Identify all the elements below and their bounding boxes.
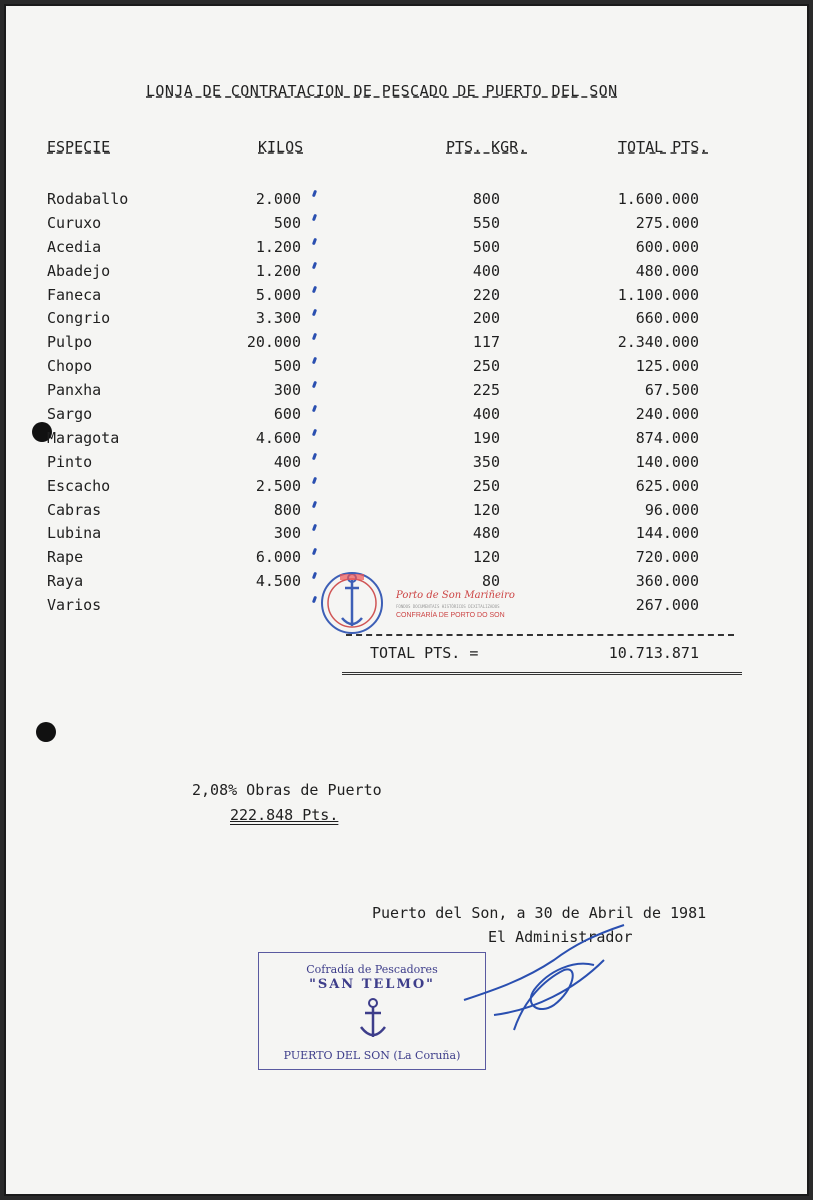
stamp-line-2: "SAN TELMO" (309, 977, 435, 992)
table-row (6, 405, 807, 429)
cell-especie: Varios (47, 596, 102, 615)
cell-pts-kgr: 80 (481, 572, 500, 591)
check-mark-icon (312, 190, 317, 198)
cell-total: 480.000 (635, 261, 699, 280)
check-mark-icon (312, 476, 317, 484)
table-row (6, 333, 807, 357)
cell-total: 1.100.000 (617, 285, 699, 304)
check-mark-icon (312, 381, 317, 389)
cofradia-stamp (258, 952, 486, 1070)
cell-kilos: 500 (273, 357, 301, 376)
cell-especie: Lubina (47, 524, 102, 543)
check-mark-icon (312, 429, 317, 437)
cell-kilos: 600 (273, 405, 301, 424)
obras-amount: 222.848 Pts. (230, 806, 339, 824)
total-value: 10.713.871 (608, 644, 699, 662)
table-row (6, 238, 807, 262)
cell-total: 125.000 (635, 357, 699, 376)
cell-pts-kgr: 200 (472, 309, 500, 328)
cell-kilos: 2.000 (255, 190, 301, 208)
cell-kilos: 6.000 (255, 548, 301, 567)
cell-kilos: 20.000 (246, 333, 301, 352)
cell-total: 267.000 (635, 596, 699, 615)
header-total-pts: TOTAL PTS. (618, 138, 709, 156)
cell-especie: Congrio (47, 309, 111, 328)
cell-pts-kgr: 117 (472, 333, 500, 352)
cell-total: 600.000 (635, 237, 699, 256)
cell-pts-kgr: 220 (472, 285, 500, 304)
header-kilos: KILOS (258, 138, 304, 156)
check-mark-icon (312, 285, 317, 293)
sum-rule (346, 634, 734, 636)
watermark-tagline: FONDOS DOCUMENTAIS HISTÓRICOS DIXITALIZADOS (396, 604, 500, 609)
cell-pts-kgr: 120 (472, 548, 500, 567)
table-row (6, 214, 807, 238)
header-pts-kgr: PTS. KGR. (446, 138, 528, 156)
check-mark-icon (312, 500, 317, 508)
cell-pts-kgr: 250 (472, 357, 500, 376)
table-row (6, 429, 807, 453)
table-row (6, 190, 807, 214)
cell-total: 874.000 (635, 428, 699, 447)
table-row (6, 262, 807, 286)
total-label: TOTAL PTS. = (370, 644, 479, 662)
cell-kilos: 400 (273, 452, 301, 471)
cell-pts-kgr: 250 (472, 476, 500, 495)
punch-hole (36, 722, 56, 742)
signer-title: El Administrador (488, 928, 633, 946)
cell-especie: Acedia (47, 237, 102, 256)
cell-kilos: 4.500 (255, 572, 301, 591)
check-mark-icon (312, 452, 317, 460)
cell-especie: Rape (47, 548, 84, 567)
check-mark-icon (312, 333, 317, 341)
cell-pts-kgr: 800 (472, 190, 500, 208)
table-row (6, 477, 807, 501)
cell-total: 144.000 (635, 524, 699, 543)
cell-especie: Chopo (47, 357, 93, 376)
cell-kilos: 300 (273, 381, 301, 400)
cell-kilos: 3.300 (255, 309, 301, 328)
table-row (6, 381, 807, 405)
cell-especie: Panxha (47, 381, 102, 400)
cell-pts-kgr: 190 (472, 428, 500, 447)
cell-total: 2.340.000 (617, 333, 699, 352)
cell-kilos: 800 (273, 500, 301, 519)
cell-kilos: 1.200 (255, 237, 301, 256)
cell-especie: Pulpo (47, 333, 93, 352)
cell-kilos: 4.600 (255, 428, 301, 447)
document-title: LONJA DE CONTRATACION DE PESCADO DE PUERTO DEL SON (146, 82, 618, 100)
cell-total: 1.600.000 (617, 190, 699, 208)
cell-pts-kgr: 550 (472, 213, 500, 232)
check-mark-icon (312, 237, 317, 245)
cell-total: 720.000 (635, 548, 699, 567)
sum-double-rule (342, 672, 742, 675)
obras-percentage: 2,08% Obras de Puerto (192, 781, 382, 799)
cell-especie: Pinto (47, 452, 93, 471)
cell-especie: Abadejo (47, 261, 111, 280)
document-page (4, 4, 809, 1196)
cell-pts-kgr: 500 (472, 237, 500, 256)
header-especie: ESPECIE (47, 138, 111, 156)
handwritten-signature (454, 920, 644, 1050)
table-row (6, 501, 807, 525)
check-mark-icon (312, 309, 317, 317)
stamp-line-3: PUERTO DEL SON (La Coruña) (283, 1049, 461, 1062)
table-row (6, 286, 807, 310)
table-row (6, 357, 807, 381)
check-mark-icon (312, 214, 317, 222)
check-mark-icon (312, 524, 317, 532)
cell-especie: Curuxo (47, 213, 102, 232)
cell-kilos: 2.500 (255, 476, 301, 495)
check-mark-icon (312, 405, 317, 413)
cell-especie: Cabras (47, 500, 102, 519)
check-mark-icon (312, 261, 317, 269)
cell-total: 360.000 (635, 572, 699, 591)
cell-total: 660.000 (635, 309, 699, 328)
cell-total: 240.000 (635, 405, 699, 424)
watermark-org: CONFRARÍA DE PORTO DO SON (396, 612, 505, 619)
cell-total: 275.000 (635, 213, 699, 232)
check-mark-icon (312, 548, 317, 556)
cell-kilos: 300 (273, 524, 301, 543)
cell-total: 67.500 (644, 381, 699, 400)
cell-pts-kgr: 120 (472, 500, 500, 519)
fish-table (6, 190, 807, 620)
cell-kilos: 500 (273, 213, 301, 232)
table-row (6, 453, 807, 477)
cell-especie: Maragota (47, 428, 120, 447)
cell-total: 96.000 (644, 500, 699, 519)
watermark-brand: Porto de Son Mariñeiro (396, 590, 515, 601)
cell-pts-kgr: 400 (472, 261, 500, 280)
check-mark-icon (312, 357, 317, 365)
cell-total: 140.000 (635, 452, 699, 471)
cell-pts-kgr: 480 (472, 524, 500, 543)
table-row (6, 524, 807, 548)
cell-total: 625.000 (635, 476, 699, 495)
cell-pts-kgr: 350 (472, 452, 500, 471)
cell-especie: Sargo (47, 405, 93, 424)
cell-pts-kgr: 400 (472, 405, 500, 424)
cell-especie: Rodaballo (47, 190, 129, 208)
cell-especie: Raya (47, 572, 84, 591)
cell-pts-kgr: 225 (472, 381, 500, 400)
cell-kilos: 1.200 (255, 261, 301, 280)
cell-especie: Faneca (47, 285, 102, 304)
table-row (6, 309, 807, 333)
stamp-line-1: Cofradía de Pescadores (306, 963, 438, 976)
anchor-icon (355, 997, 391, 1043)
cell-especie: Escacho (47, 476, 111, 495)
place-date: Puerto del Son, a 30 de Abril de 1981 (372, 904, 707, 922)
cell-kilos: 5.000 (255, 285, 301, 304)
